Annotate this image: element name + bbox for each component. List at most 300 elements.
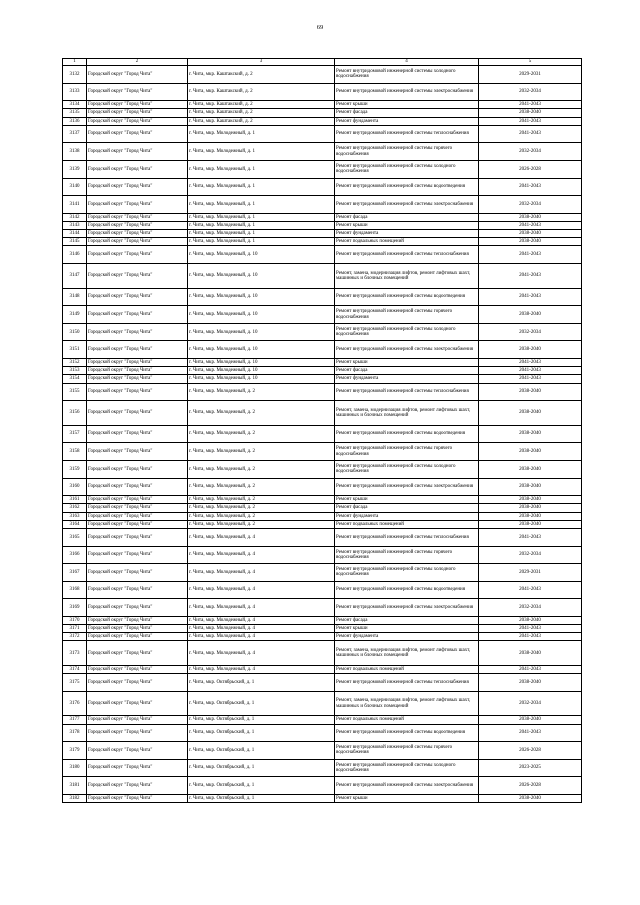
municipality-cell: Городской округ "Город Чита" <box>87 504 188 512</box>
address-cell: г. Чита, мкр. Молодежный, д. 2 <box>188 443 335 461</box>
row-number: 3171 <box>63 625 87 633</box>
work-type-cell: Ремонт внутридомовой инженерной системы горячего водоснабжения <box>335 742 479 760</box>
municipality-cell: Городской округ "Город Чита" <box>87 230 188 238</box>
address-cell: г. Чита, мкр. Октябрьский, д. 1 <box>188 759 335 777</box>
municipality-cell: Городской округ "Город Чита" <box>87 109 188 117</box>
municipality-cell: Городской округ "Город Чита" <box>87 599 188 617</box>
work-type-cell: Ремонт крыши <box>335 496 479 504</box>
period-cell: 2038-2040 <box>479 496 582 504</box>
work-type-cell: Ремонт подвальных помещений <box>335 666 479 674</box>
column-header: 3 <box>188 59 335 66</box>
work-type-cell: Ремонт фундамента <box>335 512 479 520</box>
work-type-cell: Ремонт внутридомовой инженерной системы электроснабжения <box>335 478 479 496</box>
address-cell: г. Чита, мкр. Молодежный, д. 1 <box>188 213 335 221</box>
address-cell: г. Чита, мкр. Молодежный, д. 1 <box>188 196 335 214</box>
period-cell: 2032-2034 <box>479 323 582 341</box>
municipality-cell: Городской округ "Город Чита" <box>87 196 188 214</box>
work-type-cell: Ремонт внутридомовой инженерной системы горячего водоснабжения <box>335 546 479 564</box>
row-number: 3144 <box>63 230 87 238</box>
table-row <box>63 724 582 742</box>
municipality-cell: Городской округ "Город Чита" <box>87 117 188 125</box>
row-number: 3160 <box>63 478 87 496</box>
row-number: 3164 <box>63 520 87 528</box>
address-cell: г. Чита, мкр. Каштакский, д. 2 <box>188 117 335 125</box>
work-type-cell: Ремонт внутридомовой инженерной системы горячего водоснабжения <box>335 443 479 461</box>
table-row <box>63 230 582 238</box>
period-cell: 2038-2040 <box>479 641 582 666</box>
table-row <box>63 666 582 674</box>
table-row <box>63 66 582 84</box>
work-type-cell: Ремонт внутридомовой инженерной системы водоотведения <box>335 425 479 443</box>
table-row <box>63 101 582 109</box>
period-cell: 2038-2040 <box>479 794 582 802</box>
address-cell: г. Чита, мкр. Молодежный, д. 10 <box>188 323 335 341</box>
row-number: 3135 <box>63 109 87 117</box>
table-row <box>63 504 582 512</box>
table-row <box>63 117 582 125</box>
row-number: 3163 <box>63 512 87 520</box>
municipality-cell: Городской округ "Город Чита" <box>87 306 188 324</box>
page-number: 69 <box>316 24 324 31</box>
row-number: 3145 <box>63 238 87 246</box>
table-row <box>63 759 582 777</box>
table-row <box>63 460 582 478</box>
row-number: 3166 <box>63 546 87 564</box>
address-cell: г. Чита, мкр. Молодежный, д. 2 <box>188 401 335 426</box>
address-cell: г. Чита, мкр. Молодежный, д. 4 <box>188 625 335 633</box>
table-row <box>63 716 582 724</box>
table-row <box>63 359 582 367</box>
table-row <box>63 178 582 196</box>
municipality-cell: Городской округ "Город Чита" <box>87 383 188 401</box>
period-cell: 2041-2043 <box>479 221 582 229</box>
row-number: 3170 <box>63 616 87 624</box>
row-number: 3169 <box>63 599 87 617</box>
address-cell: г. Чита, мкр. Молодежный, д. 2 <box>188 383 335 401</box>
row-number: 3140 <box>63 178 87 196</box>
municipality-cell: Городской округ "Город Чита" <box>87 674 188 692</box>
work-type-cell: Ремонт внутридомовой инженерной системы теплоснабжения <box>335 125 479 143</box>
row-number: 3162 <box>63 504 87 512</box>
address-cell: г. Чита, мкр. Октябрьский, д. 1 <box>188 777 335 795</box>
period-cell: 2041-2043 <box>479 724 582 742</box>
row-number: 3152 <box>63 359 87 367</box>
column-header: 1 <box>63 59 87 66</box>
row-number: 3149 <box>63 306 87 324</box>
work-type-cell: Ремонт внутридомовой инженерной системы холодного водоснабжения <box>335 564 479 582</box>
period-cell: 2038-2040 <box>479 460 582 478</box>
municipality-cell: Городской округ "Город Чита" <box>87 101 188 109</box>
address-cell: г. Чита, мкр. Молодежный, д. 4 <box>188 528 335 546</box>
row-number: 3182 <box>63 794 87 802</box>
period-cell: 2038-2040 <box>479 478 582 496</box>
work-type-cell: Ремонт внутридомовой инженерной системы теплоснабжения <box>335 246 479 264</box>
table-row <box>63 641 582 666</box>
municipality-cell: Городской округ "Город Чита" <box>87 367 188 375</box>
work-type-cell: Ремонт, замена, модернизация лифтов, ремонт лифтовых шахт, машинных и блочных помещений <box>335 401 479 426</box>
period-cell: 2041-2043 <box>479 264 582 289</box>
row-number: 3147 <box>63 264 87 289</box>
period-cell: 2038-2040 <box>479 674 582 692</box>
address-cell: г. Чита, мкр. Молодежный, д. 10 <box>188 375 335 383</box>
work-type-cell: Ремонт фундамента <box>335 633 479 641</box>
row-number: 3136 <box>63 117 87 125</box>
table-row <box>63 196 582 214</box>
municipality-cell: Городской округ "Город Чита" <box>87 691 188 716</box>
address-cell: г. Чита, мкр. Молодежный, д. 1 <box>188 238 335 246</box>
address-cell: г. Чита, мкр. Каштакский, д. 2 <box>188 66 335 84</box>
work-type-cell: Ремонт крыши <box>335 359 479 367</box>
address-cell: г. Чита, мкр. Молодежный, д. 2 <box>188 460 335 478</box>
period-cell: 2038-2040 <box>479 383 582 401</box>
work-type-cell: Ремонт внутридомовой инженерной системы теплоснабжения <box>335 528 479 546</box>
address-cell: г. Чита, мкр. Молодежный, д. 2 <box>188 425 335 443</box>
work-type-cell: Ремонт внутридомовой инженерной системы холодного водоснабжения <box>335 323 479 341</box>
address-cell: г. Чита, мкр. Молодежный, д. 10 <box>188 341 335 359</box>
table-row <box>63 323 582 341</box>
period-cell: 2026-2028 <box>479 160 582 178</box>
row-number: 3181 <box>63 777 87 795</box>
address-cell: г. Чита, мкр. Молодежный, д. 4 <box>188 564 335 582</box>
table-row <box>63 794 582 802</box>
table-row <box>63 221 582 229</box>
row-number: 3142 <box>63 213 87 221</box>
work-type-cell: Ремонт крыши <box>335 625 479 633</box>
period-cell: 2041-2043 <box>479 178 582 196</box>
address-cell: г. Чита, мкр. Молодежный, д. 2 <box>188 478 335 496</box>
work-type-cell: Ремонт внутридомовой инженерной системы горячего водоснабжения <box>335 306 479 324</box>
address-cell: г. Чита, мкр. Молодежный, д. 1 <box>188 160 335 178</box>
table-row <box>63 375 582 383</box>
table-row <box>63 581 582 599</box>
table-row <box>63 264 582 289</box>
row-number: 3148 <box>63 288 87 306</box>
address-cell: г. Чита, мкр. Октябрьский, д. 1 <box>188 691 335 716</box>
address-cell: г. Чита, мкр. Молодежный, д. 10 <box>188 264 335 289</box>
address-cell: г. Чита, мкр. Молодежный, д. 10 <box>188 288 335 306</box>
address-cell: г. Чита, мкр. Молодежный, д. 4 <box>188 616 335 624</box>
address-cell: г. Чита, мкр. Каштакский, д. 2 <box>188 109 335 117</box>
address-cell: г. Чита, мкр. Октябрьский, д. 1 <box>188 724 335 742</box>
address-cell: г. Чита, мкр. Молодежный, д. 1 <box>188 178 335 196</box>
address-cell: г. Чита, мкр. Октябрьский, д. 1 <box>188 794 335 802</box>
row-number: 3173 <box>63 641 87 666</box>
period-cell: 2038-2040 <box>479 443 582 461</box>
period-cell: 2038-2040 <box>479 306 582 324</box>
table-row <box>63 496 582 504</box>
municipality-cell: Городской округ "Город Чита" <box>87 221 188 229</box>
work-type-cell: Ремонт внутридомовой инженерной системы электроснабжения <box>335 599 479 617</box>
municipality-cell: Городской округ "Город Чита" <box>87 581 188 599</box>
municipality-cell: Городской округ "Город Чита" <box>87 794 188 802</box>
work-type-cell: Ремонт внутридомовой инженерной системы горячего водоснабжения <box>335 143 479 161</box>
row-number: 3177 <box>63 716 87 724</box>
period-cell: 2038-2040 <box>479 238 582 246</box>
table-row <box>63 160 582 178</box>
period-cell: 2041-2043 <box>479 117 582 125</box>
table-row <box>63 512 582 520</box>
work-type-cell: Ремонт фундамента <box>335 375 479 383</box>
work-type-cell: Ремонт внутридомовой инженерной системы холодного водоснабжения <box>335 66 479 84</box>
table-row <box>63 520 582 528</box>
municipality-cell: Городской округ "Город Чита" <box>87 359 188 367</box>
municipality-cell: Городской округ "Город Чита" <box>87 264 188 289</box>
municipality-cell: Городской округ "Город Чита" <box>87 759 188 777</box>
work-type-cell: Ремонт крыши <box>335 101 479 109</box>
municipality-cell: Городской округ "Город Чита" <box>87 178 188 196</box>
period-cell: 2032-2034 <box>479 83 582 101</box>
period-cell: 2041-2043 <box>479 581 582 599</box>
table-header-row <box>63 59 582 66</box>
municipality-cell: Городской округ "Город Чита" <box>87 160 188 178</box>
period-cell: 2038-2040 <box>479 213 582 221</box>
table-row <box>63 83 582 101</box>
table-row <box>63 691 582 716</box>
row-number: 3156 <box>63 401 87 426</box>
period-cell: 2032-2034 <box>479 196 582 214</box>
period-cell: 2032-2034 <box>479 691 582 716</box>
period-cell: 2038-2040 <box>479 401 582 426</box>
address-cell: г. Чита, мкр. Молодежный, д. 4 <box>188 599 335 617</box>
row-number: 3175 <box>63 674 87 692</box>
address-cell: г. Чита, мкр. Молодежный, д. 4 <box>188 546 335 564</box>
address-cell: г. Чита, мкр. Каштакский, д. 2 <box>188 101 335 109</box>
row-number: 3154 <box>63 375 87 383</box>
table-row <box>63 599 582 617</box>
work-type-cell: Ремонт внутридомовой инженерной системы электроснабжения <box>335 341 479 359</box>
municipality-cell: Городской округ "Город Чита" <box>87 625 188 633</box>
municipality-cell: Городской округ "Город Чита" <box>87 323 188 341</box>
table-row <box>63 288 582 306</box>
work-type-cell: Ремонт фундамента <box>335 117 479 125</box>
municipality-cell: Городской округ "Город Чита" <box>87 425 188 443</box>
row-number: 3176 <box>63 691 87 716</box>
table-row <box>63 125 582 143</box>
work-type-cell: Ремонт внутридомовой инженерной системы водоотведения <box>335 581 479 599</box>
work-type-cell: Ремонт крыши <box>335 794 479 802</box>
work-type-cell: Ремонт внутридомовой инженерной системы водоотведения <box>335 288 479 306</box>
work-type-cell: Ремонт подвальных помещений <box>335 716 479 724</box>
address-cell: г. Чита, мкр. Молодежный, д. 2 <box>188 520 335 528</box>
column-header: 5 <box>479 59 582 66</box>
table-row <box>63 213 582 221</box>
work-type-cell: Ремонт внутридомовой инженерной системы электроснабжения <box>335 777 479 795</box>
address-cell: г. Чита, мкр. Молодежный, д. 10 <box>188 359 335 367</box>
period-cell: 2038-2040 <box>479 341 582 359</box>
work-type-cell: Ремонт фасада <box>335 213 479 221</box>
row-number: 3134 <box>63 101 87 109</box>
work-type-cell: Ремонт фасада <box>335 504 479 512</box>
row-number: 3143 <box>63 221 87 229</box>
period-cell: 2041-2043 <box>479 528 582 546</box>
period-cell: 2041-2043 <box>479 125 582 143</box>
work-type-cell: Ремонт, замена, модернизация лифтов, ремонт лифтовых шахт, машинных и блочных помещений <box>335 691 479 716</box>
period-cell: 2041-2043 <box>479 288 582 306</box>
municipality-cell: Городской округ "Город Чита" <box>87 716 188 724</box>
address-cell: г. Чита, мкр. Молодежный, д. 4 <box>188 633 335 641</box>
address-cell: г. Чита, мкр. Октябрьский, д. 1 <box>188 742 335 760</box>
table-row <box>63 674 582 692</box>
row-number: 3159 <box>63 460 87 478</box>
address-cell: г. Чита, мкр. Молодежный, д. 1 <box>188 125 335 143</box>
municipality-cell: Городской округ "Город Чита" <box>87 520 188 528</box>
municipality-cell: Городской округ "Город Чита" <box>87 742 188 760</box>
row-number: 3157 <box>63 425 87 443</box>
table-row <box>63 777 582 795</box>
table-row <box>63 616 582 624</box>
table-row <box>63 564 582 582</box>
row-number: 3146 <box>63 246 87 264</box>
row-number: 3179 <box>63 742 87 760</box>
period-cell: 2041-2043 <box>479 367 582 375</box>
municipality-cell: Городской округ "Город Чита" <box>87 341 188 359</box>
work-type-cell: Ремонт внутридомовой инженерной системы холодного водоснабжения <box>335 759 479 777</box>
row-number: 3141 <box>63 196 87 214</box>
address-cell: г. Чита, мкр. Молодежный, д. 10 <box>188 367 335 375</box>
address-cell: г. Чита, мкр. Молодежный, д. 1 <box>188 230 335 238</box>
work-type-cell: Ремонт подвальных помещений <box>335 238 479 246</box>
table-row <box>63 238 582 246</box>
row-number: 3161 <box>63 496 87 504</box>
municipality-cell: Городской округ "Город Чита" <box>87 641 188 666</box>
work-type-cell: Ремонт фасада <box>335 616 479 624</box>
address-cell: г. Чита, мкр. Молодежный, д. 4 <box>188 581 335 599</box>
work-type-cell: Ремонт фундамента <box>335 230 479 238</box>
address-cell: г. Чита, мкр. Молодежный, д. 10 <box>188 246 335 264</box>
table-row <box>63 742 582 760</box>
period-cell: 2041-2043 <box>479 666 582 674</box>
period-cell: 2023-2025 <box>479 759 582 777</box>
period-cell: 2038-2040 <box>479 716 582 724</box>
municipality-cell: Городской округ "Город Чита" <box>87 496 188 504</box>
municipality-cell: Городской округ "Город Чита" <box>87 246 188 264</box>
period-cell: 2041-2043 <box>479 375 582 383</box>
municipality-cell: Городской округ "Город Чита" <box>87 125 188 143</box>
work-type-cell: Ремонт внутридомовой инженерной системы электроснабжения <box>335 83 479 101</box>
work-type-cell: Ремонт фасада <box>335 367 479 375</box>
period-cell: 2029-2031 <box>479 564 582 582</box>
work-type-cell: Ремонт внутридомовой инженерной системы холодного водоснабжения <box>335 460 479 478</box>
period-cell: 2032-2034 <box>479 546 582 564</box>
row-number: 3174 <box>63 666 87 674</box>
address-cell: г. Чита, мкр. Молодежный, д. 1 <box>188 221 335 229</box>
table-row <box>63 306 582 324</box>
municipality-cell: Городской округ "Город Чита" <box>87 633 188 641</box>
table-row <box>63 143 582 161</box>
table-row <box>63 633 582 641</box>
table-row <box>63 625 582 633</box>
address-cell: г. Чита, мкр. Молодежный, д. 2 <box>188 504 335 512</box>
municipality-cell: Городской округ "Город Чита" <box>87 724 188 742</box>
period-cell: 2041-2043 <box>479 246 582 264</box>
municipality-cell: Городской округ "Город Чита" <box>87 288 188 306</box>
row-number: 3172 <box>63 633 87 641</box>
period-cell: 2038-2040 <box>479 504 582 512</box>
work-type-cell: Ремонт внутридомовой инженерной системы водоотведения <box>335 724 479 742</box>
municipality-cell: Городской округ "Город Чита" <box>87 512 188 520</box>
address-cell: г. Чита, мкр. Молодежный, д. 4 <box>188 666 335 674</box>
row-number: 3133 <box>63 83 87 101</box>
row-number: 3167 <box>63 564 87 582</box>
municipality-cell: Городской округ "Город Чита" <box>87 375 188 383</box>
municipality-cell: Городской округ "Город Чита" <box>87 143 188 161</box>
work-type-cell: Ремонт крыши <box>335 221 479 229</box>
period-cell: 2038-2040 <box>479 109 582 117</box>
period-cell: 2026-2028 <box>479 777 582 795</box>
period-cell: 2038-2040 <box>479 512 582 520</box>
row-number: 3155 <box>63 383 87 401</box>
table-row <box>63 546 582 564</box>
row-number: 3138 <box>63 143 87 161</box>
address-cell: г. Чита, мкр. Молодежный, д. 2 <box>188 496 335 504</box>
table-row <box>63 367 582 375</box>
municipality-cell: Городской округ "Город Чита" <box>87 213 188 221</box>
column-header: 4 <box>335 59 479 66</box>
row-number: 3180 <box>63 759 87 777</box>
municipality-cell: Городской округ "Город Чита" <box>87 66 188 84</box>
table-row <box>63 109 582 117</box>
row-number: 3178 <box>63 724 87 742</box>
period-cell: 2038-2040 <box>479 425 582 443</box>
period-cell: 2041-2043 <box>479 625 582 633</box>
period-cell: 2038-2040 <box>479 520 582 528</box>
period-cell: 2041-2043 <box>479 359 582 367</box>
municipality-cell: Городской округ "Город Чита" <box>87 666 188 674</box>
municipality-cell: Городской округ "Город Чита" <box>87 616 188 624</box>
period-cell: 2029-2031 <box>479 66 582 84</box>
work-type-cell: Ремонт внутридомовой инженерной системы электроснабжения <box>335 196 479 214</box>
table-row <box>63 383 582 401</box>
column-header: 2 <box>87 59 188 66</box>
address-cell: г. Чита, мкр. Каштакский, д. 2 <box>188 83 335 101</box>
repair-schedule-table <box>62 58 582 803</box>
address-cell: г. Чита, мкр. Молодежный, д. 4 <box>188 641 335 666</box>
period-cell: 2041-2043 <box>479 633 582 641</box>
municipality-cell: Городской округ "Город Чита" <box>87 777 188 795</box>
municipality-cell: Городской округ "Город Чита" <box>87 460 188 478</box>
row-number: 3137 <box>63 125 87 143</box>
row-number: 3132 <box>63 66 87 84</box>
period-cell: 2032-2034 <box>479 599 582 617</box>
period-cell: 2032-2034 <box>479 143 582 161</box>
row-number: 3165 <box>63 528 87 546</box>
municipality-cell: Городской округ "Город Чита" <box>87 83 188 101</box>
table-row <box>63 425 582 443</box>
municipality-cell: Городской округ "Город Чита" <box>87 546 188 564</box>
table-row <box>63 246 582 264</box>
work-type-cell: Ремонт внутридомовой инженерной системы холодного водоснабжения <box>335 160 479 178</box>
row-number: 3139 <box>63 160 87 178</box>
municipality-cell: Городской округ "Город Чита" <box>87 478 188 496</box>
work-type-cell: Ремонт, замена, модернизация лифтов, ремонт лифтовых шахт, машинных и блочных помещений <box>335 641 479 666</box>
municipality-cell: Городской округ "Город Чита" <box>87 443 188 461</box>
work-type-cell: Ремонт подвальных помещений <box>335 520 479 528</box>
row-number: 3150 <box>63 323 87 341</box>
address-cell: г. Чита, мкр. Молодежный, д. 10 <box>188 306 335 324</box>
table-row <box>63 443 582 461</box>
period-cell: 2026-2028 <box>479 742 582 760</box>
row-number: 3158 <box>63 443 87 461</box>
period-cell: 2038-2040 <box>479 230 582 238</box>
table-row <box>63 401 582 426</box>
municipality-cell: Городской округ "Город Чита" <box>87 528 188 546</box>
period-cell: 2041-2043 <box>479 101 582 109</box>
work-type-cell: Ремонт внутридомовой инженерной системы теплоснабжения <box>335 674 479 692</box>
address-cell: г. Чита, мкр. Молодежный, д. 1 <box>188 143 335 161</box>
address-cell: г. Чита, мкр. Октябрьский, д. 1 <box>188 674 335 692</box>
row-number: 3168 <box>63 581 87 599</box>
municipality-cell: Городской округ "Город Чита" <box>87 401 188 426</box>
